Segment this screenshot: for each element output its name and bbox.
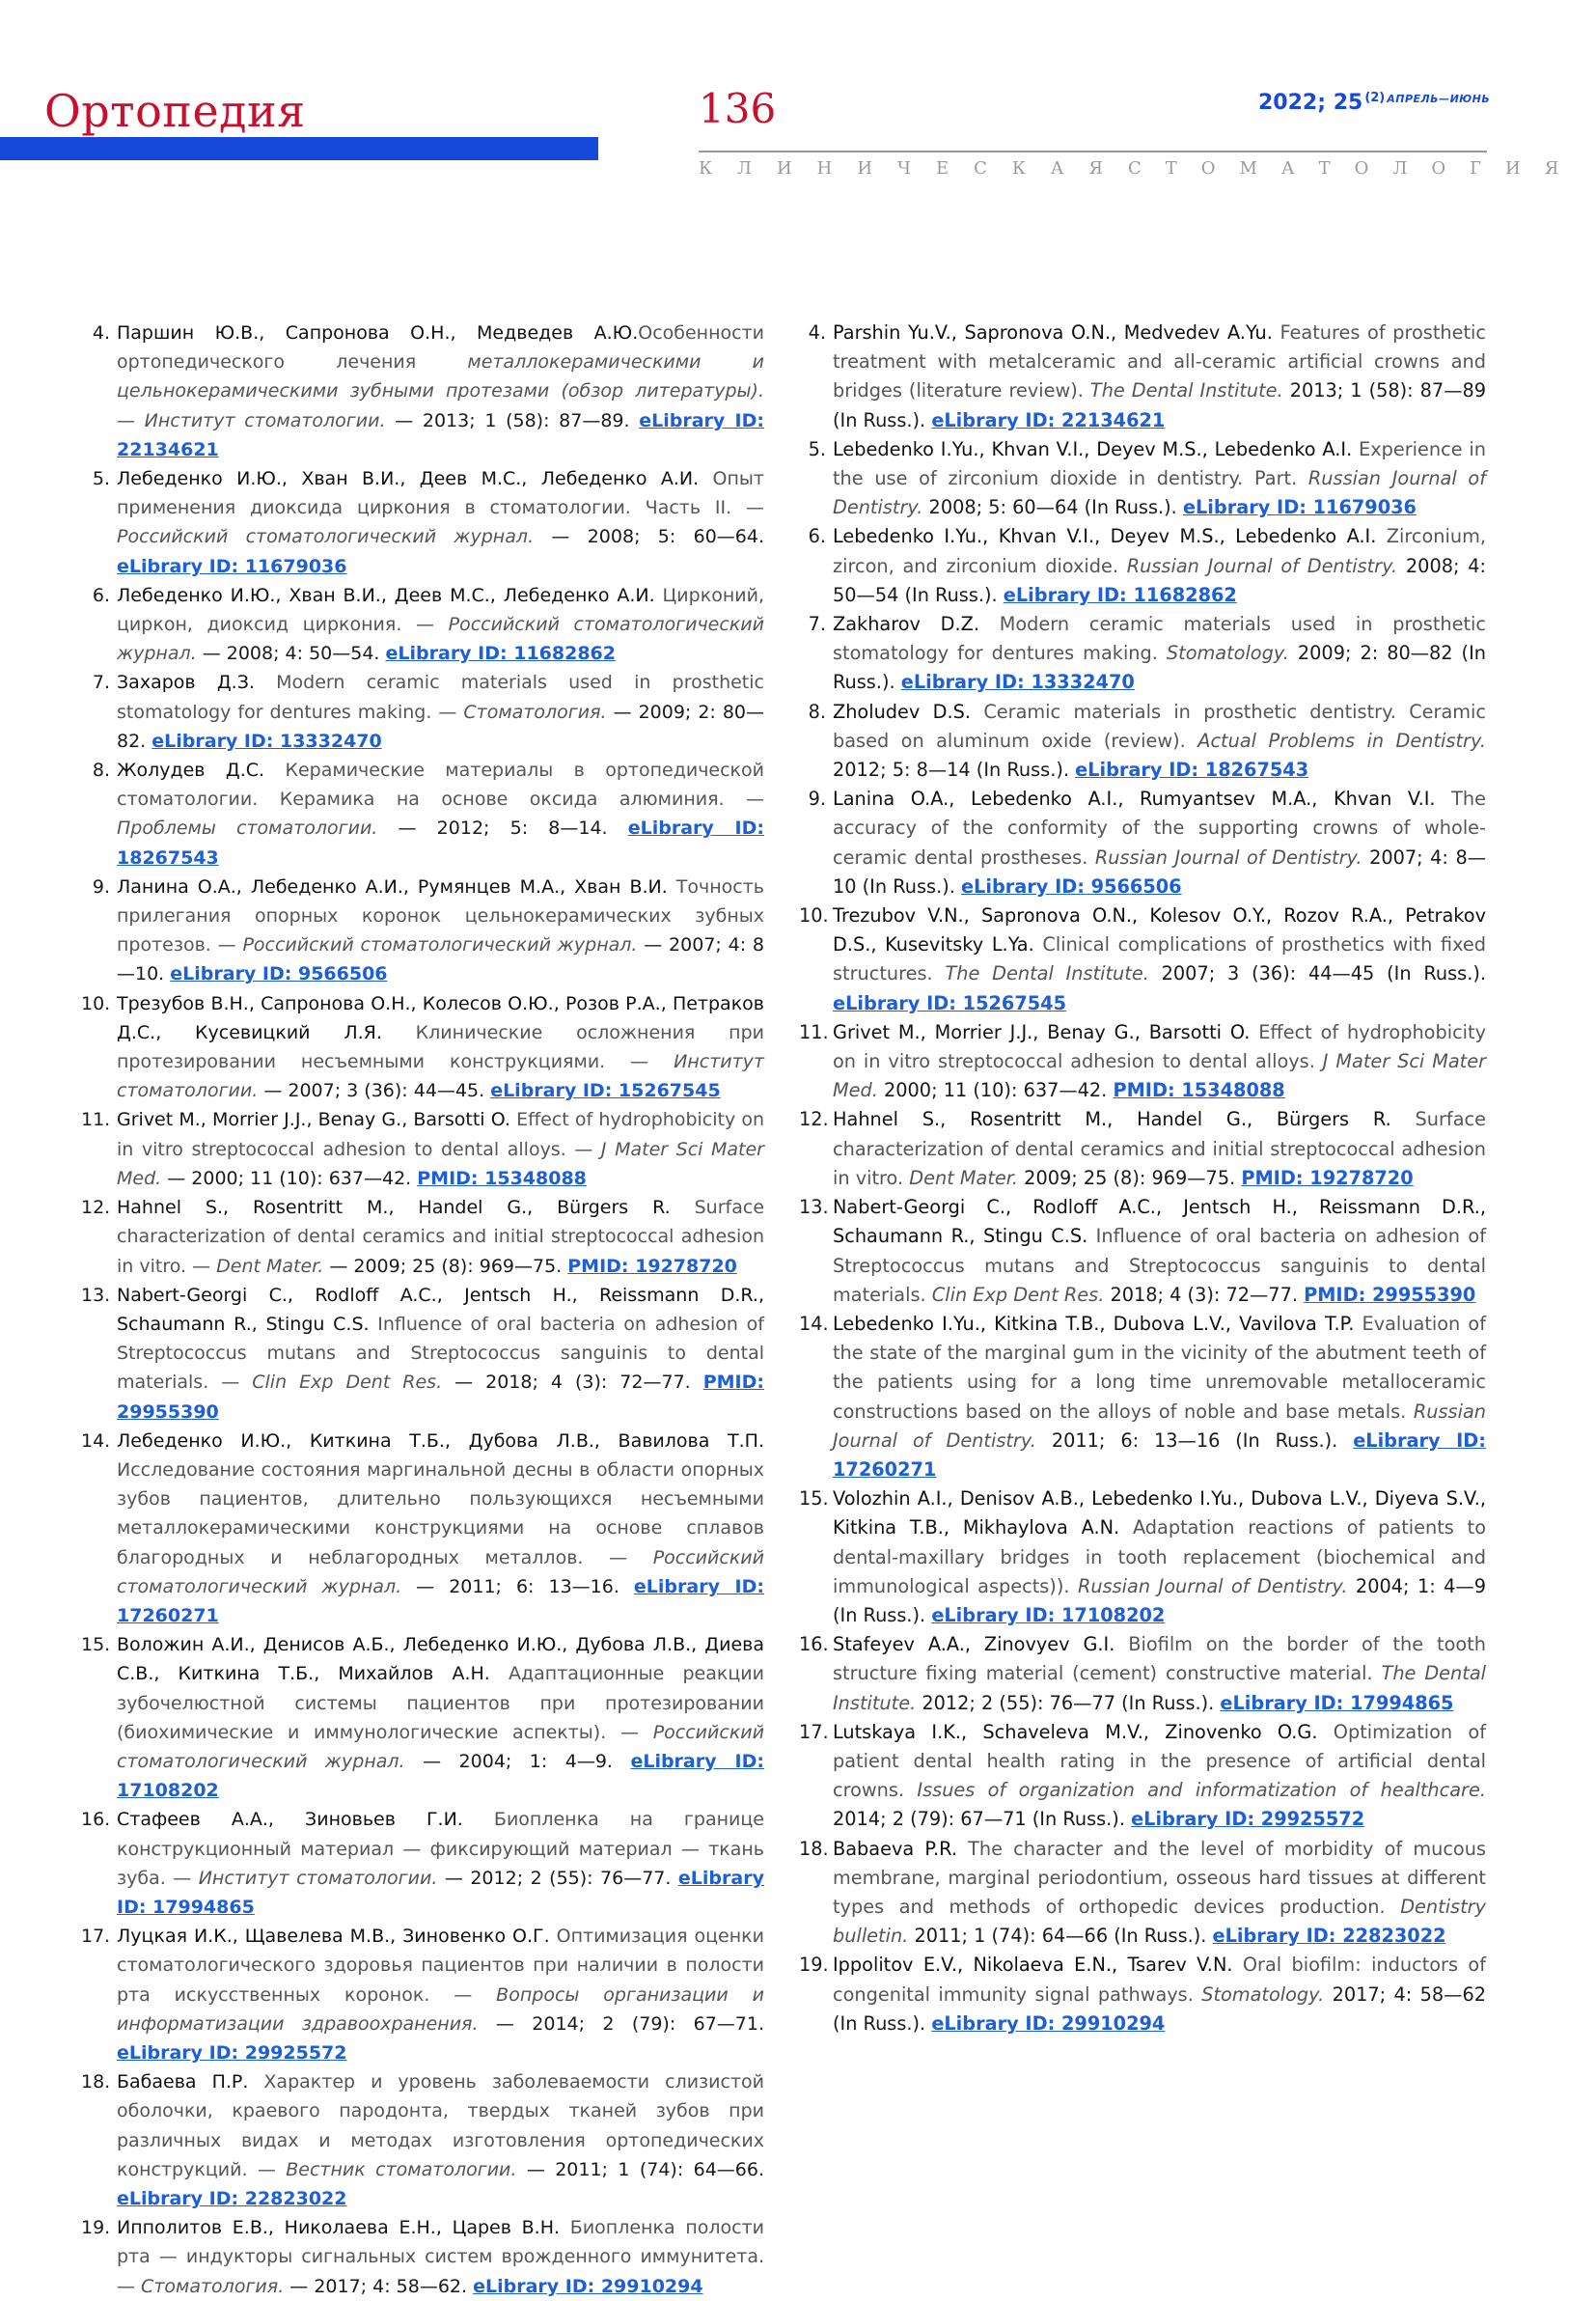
reference-authors: Воложин А.И., Денисов А.Б., Лебеденко И.Ю., Дубова Л.В., Диева С.В., Киткина Т.Б., Михайлов А.Н. [117, 1634, 764, 1685]
journal-name-word-1: КЛИНИЧЕСКАЯ [699, 158, 1128, 179]
reference-item [805, 785, 1486, 901]
reference-number: 9. [92, 875, 110, 898]
reference-number: 15. [799, 1487, 829, 1511]
reference-details: 2017; 4: 58—62 (In Russ.). [833, 1982, 1486, 2035]
reference-details: — 2004; 1: 4—9. [404, 1750, 631, 1772]
reference-item [799, 1718, 1486, 1835]
reference-number: 6. [92, 584, 110, 606]
reference-number: 17. [799, 1720, 829, 1743]
reference-journal: Clin Exp Dent Res. [252, 1372, 443, 1394]
reference-title: Исследование состояния маргинальной десны в области опорных зубов пациентов, длительно пользующихся несъемными металлокерамическими конструкциями на основе сплавов благородных и неблагородных металлов. — [117, 1458, 764, 1568]
reference-title: Точность прилегания опорных коронок цельнокерамических зубных протезов. — [117, 875, 764, 956]
reference-number: 12. [799, 1108, 829, 1131]
reference-title: Биопленка полости рта — индукторы сигнальных систем врожденного иммунитета. — [117, 2217, 764, 2297]
reference-link[interactable]: eLibrary ID: 29925572 [1131, 1808, 1365, 1831]
reference-title: Опыт применения диоксида циркония в стоматологии. Часть II. — [117, 468, 764, 519]
reference-item [81, 1105, 765, 1193]
reference-journal: Вопросы организации и информатизации здравоохранения. [117, 1983, 764, 2035]
reference-journal: Dentistry bulletin. [833, 1895, 1486, 1948]
reference-details: 2011; 1 (74): 64—66 (In Russ.). [908, 1925, 1213, 1948]
reference-title: Modern ceramic materials used in prosthetic stomatology for dentures making. [833, 613, 1486, 665]
reference-title: Biofilm on the border of the tooth structure fixing material (cement) constructive material. [833, 1633, 1486, 1685]
reference-authors: Lanina O.A., Lebedenko A.I., Rumyantsev M.A., Khvan V.I. [833, 788, 1436, 811]
reference-journal: Issues of organization and informatization of healthcare. [917, 1779, 1486, 1802]
reference-details: — 2013; 1 (58): 87—89. [385, 409, 640, 431]
reference-authors: Lutskaya I.K., Schaveleva M.V., Zinovenko O.G. [833, 1720, 1318, 1743]
reference-details: — 2011; 6: 13—16. [401, 1575, 634, 1597]
reference-details: 2008; 4: 50—54 (In Russ.). [833, 554, 1486, 606]
reference-journal: Российский стоматологический журнал. [117, 1546, 764, 1597]
reference-details: — 2011; 1 (74): 64—66. [516, 2158, 764, 2180]
reference-details: — 2008; 5: 60—64. [534, 526, 765, 548]
reference-item [799, 901, 1486, 1018]
reference-link[interactable]: eLibrary ID: 22823022 [1212, 1925, 1446, 1948]
reference-number: 8. [808, 700, 826, 723]
section-color-bar [0, 137, 598, 160]
references-russian [81, 319, 765, 2301]
reference-journal: Dent Mater. [909, 1166, 1019, 1189]
reference-title: Surface characterization of dental ceramics and initial streptococcal adhesion in vitro. [833, 1108, 1486, 1189]
reference-authors: Lebedenko I.Yu., Khvan V.I., Deyev M.S., Lebedenko A.I. [833, 525, 1377, 548]
reference-item [81, 2067, 764, 2213]
reference-number: 4. [92, 322, 110, 344]
reference-link[interactable]: eLibrary ID: 11679036 [117, 555, 347, 577]
reference-number: 10. [799, 904, 829, 928]
reference-item [81, 1922, 764, 2067]
reference-journal: Russian Journal of Dentistry. [1077, 1574, 1348, 1597]
reference-item [799, 1630, 1487, 1718]
reference-details: — 2000; 11 (10): 637—42. [161, 1167, 418, 1189]
reference-details: 2008; 5: 60—64 (In Russ.). [922, 496, 1183, 519]
reference-title: Адаптационные реакции зубочелюстной системы пациентов при протезировании (биохимические и иммунологические аспекты). — [117, 1663, 764, 1743]
reference-details: 2007; 4: 8—10 (In Russ.). [833, 846, 1486, 898]
reference-title: Features of prosthetic treatment with metalceramic and all-ceramic artificial crowns and bridges (literature review). [833, 321, 1486, 402]
reference-title: Modern ceramic materials used in prosthetic stomatology for dentures making. — [117, 672, 764, 723]
reference-authors: Babaeva P.R. [833, 1837, 957, 1860]
reference-journal: Проблемы стоматологии. [117, 818, 378, 840]
reference-item [81, 1630, 764, 1805]
reference-number: 7. [808, 613, 826, 636]
reference-title: Особенности ортопедического лечения [117, 322, 764, 374]
reference-title: The character and the level of morbidity of mucous membrane, marginal periodontium, osseous hard tissues at different types and methods of orthopedic devices production. [833, 1837, 1486, 1918]
page-number: 136 [699, 85, 777, 132]
reference-journal: Российский стоматологический журнал. [242, 934, 638, 956]
reference-link[interactable]: eLibrary ID: 17994865 [1220, 1691, 1454, 1714]
reference-number: 18. [81, 2071, 111, 2093]
reference-link[interactable]: eLibrary ID: 17108202 [117, 1750, 764, 1802]
reference-number: 6. [808, 525, 826, 548]
reference-item [87, 756, 764, 873]
reference-number: 16. [799, 1633, 829, 1656]
reference-link[interactable]: PMID: 29955390 [117, 1372, 764, 1423]
reference-link[interactable]: eLibrary ID: 9566506 [960, 874, 1182, 898]
reference-title: Optimization of patient dental health rating in the presence of artificial dental crowns. [833, 1720, 1486, 1802]
reference-title: Керамические материалы в ортопедической стоматологии. Керамика на основе оксида алюминия. — [117, 760, 765, 811]
reference-title: Цирконий, циркон, диоксид циркония. — [117, 584, 764, 636]
reference-journal: Российский стоматологический журнал. [117, 614, 764, 665]
reference-authors: Стафеев А.А., Зиновьев Г.И. [117, 1809, 463, 1831]
reference-link[interactable]: eLibrary ID: 22134621 [117, 409, 764, 460]
reference-details: — 2017; 4: 58—62. [284, 2275, 474, 2297]
reference-item [799, 1484, 1486, 1630]
reference-number: 18. [799, 1837, 829, 1860]
reference-details: 2000; 11 (10): 637—42. [877, 1079, 1114, 1102]
reference-authors: Parshin Yu.V., Sapronova O.N., Medvedev A.Yu. [833, 321, 1273, 344]
reference-details: — 2007; 3 (36): 44—45. [258, 1080, 491, 1102]
reference-title: Ceramic materials in prosthetic dentistry. Ceramic based on aluminum oxide (review). [833, 700, 1487, 752]
reference-authors: Бабаева П.Р. [117, 2071, 249, 2093]
reference-item [805, 610, 1486, 698]
header-rule [699, 151, 1487, 152]
reference-number: 19. [81, 2217, 111, 2239]
reference-journal: J Mater Sci Mater Med. [833, 1050, 1486, 1102]
reference-title: Клинические осложнения при протезировании несъемными конструкциями. — [117, 1021, 764, 1073]
reference-details: — 2012; 2 (55): 76—77. [437, 1867, 678, 1889]
reference-link[interactable]: PMID: 15348088 [1113, 1079, 1285, 1102]
reference-details: — 2014; 2 (79): 67—71. [478, 2012, 764, 2035]
reference-details: 2012; 5: 8—14 (In Russ.). [833, 759, 1076, 782]
reference-title: Surface characterization of dental ceramics and initial streptococcal adhesion in vitro. — [117, 1197, 765, 1277]
reference-title: Оптимизация оценки стоматологического здоровья пациентов при наличии в полости рта искусственных коронок. — [117, 1926, 764, 2006]
reference-item [805, 435, 1486, 523]
reference-journal: J Mater Sci Mater Med. [117, 1138, 764, 1189]
reference-number: 13. [799, 1196, 829, 1219]
reference-authors: Захаров Д.З. [117, 672, 255, 694]
reference-authors: Трезубов В.Н., Сапронова О.Н., Колесов О.Ю., Розов Р.А., Петраков Д.С., Кусевицкий Л.Я. [117, 992, 764, 1043]
reference-authors: Паршин Ю.В., Сапронова О.Н., Медведев А.Ю. [117, 322, 639, 344]
reference-journal: Стоматология. [463, 701, 607, 723]
reference-number: 13. [81, 1284, 111, 1306]
reference-item [81, 1281, 764, 1427]
issue-year: 2022; 25 [1258, 91, 1363, 115]
reference-authors: Лебеденко И.Ю., Хван В.И., Деев М.С., Лебеденко А.И. [117, 468, 700, 490]
reference-item [87, 464, 764, 581]
reference-link[interactable]: eLibrary ID: 22134621 [931, 408, 1166, 431]
reference-journal: Russian Journal of Dentistry. [1126, 554, 1398, 577]
reference-title: Характер и уровень заболеваемости слизистой оболочки, краевого пародонта, твердых тканей зубов при различных видах и методах изготовления ортопедических конструкций. — [117, 2071, 764, 2180]
reference-authors: Жолудев Д.С. [117, 760, 265, 782]
reference-number: 7. [92, 672, 110, 694]
reference-authors: Лебеденко И.Ю., Киткина Т.Б., Дубова Л.В., Вавилова Т.П. [117, 1429, 764, 1452]
reference-item [87, 873, 764, 989]
reference-link[interactable]: eLibrary ID: 18267543 [117, 818, 764, 869]
reference-authors: Hahnel S., Rosentritt M., Handel G., Bürgers R. [833, 1108, 1391, 1131]
reference-link[interactable]: PMID: 15348088 [417, 1167, 587, 1189]
reference-journal: The Dental Institute. [833, 1662, 1487, 1714]
reference-authors: Луцкая И.К., Щавелева М.В., Зиновенко О.Г. [117, 1926, 550, 1948]
reference-authors: Trezubov V.N., Sapronova O.N., Kolesov O.Y., Rozov R.A., Petrakov D.S., Kusevitsky L.Ya. [833, 904, 1486, 956]
reference-title: Influence of oral bacteria on adhesion of Streptococcus mutans and Streptococcus sanguinis to dental materials. — [117, 1313, 764, 1394]
reference-link[interactable]: eLibrary ID: 11682862 [1003, 583, 1237, 606]
reference-item [799, 1018, 1486, 1106]
reference-number: 10. [81, 992, 111, 1014]
reference-link[interactable]: PMID: 19278720 [567, 1255, 737, 1277]
reference-authors: Stafeyev A.A., Zinovyev G.I. [833, 1633, 1115, 1656]
reference-journal: Stomatology. [1166, 642, 1289, 665]
reference-number: 12. [81, 1197, 111, 1219]
reference-link[interactable]: eLibrary ID: 11679036 [1182, 496, 1417, 519]
reference-authors: Grivet M., Morrier J.J., Benay G., Barsotti O. [117, 1109, 510, 1131]
reference-details: — 2009; 25 (8): 969—75. [323, 1255, 568, 1277]
reference-details: 2018; 4 (3): 72—77. [1104, 1283, 1305, 1306]
reference-details: 2012; 2 (55): 76—77 (In Russ.). [916, 1691, 1221, 1714]
reference-details: — 2007; 4: 8—10. [117, 934, 764, 985]
reference-number: 4. [808, 321, 826, 344]
reference-item [805, 319, 1486, 435]
reference-authors: Volozhin A.I., Denisov A.B., Lebedenko I.Yu., Dubova L.V., Diyeva S.V., Kitkina T.B., Mikhaylova A.N. [833, 1487, 1486, 1539]
reference-item [81, 1193, 765, 1281]
reference-number: 14. [81, 1429, 111, 1452]
reference-title: Influence of oral bacteria on adhesion of Streptococcus mutans and Streptococcus sanguinis to dental materials. [833, 1225, 1486, 1306]
reference-item [799, 1193, 1486, 1310]
reference-authors: Hahnel S., Rosentritt M., Handel G., Bürgers R. [117, 1197, 671, 1219]
reference-link[interactable]: eLibrary ID: 17994865 [117, 1867, 764, 1918]
reference-number: 14. [799, 1312, 829, 1335]
reference-details: — 2008; 4: 50—54. [196, 643, 386, 665]
reference-number: 9. [808, 788, 826, 811]
reference-authors: Zakharov D.Z. [833, 613, 979, 636]
reference-title: Adaptation reactions of patients to dental-maxillary bridges in tooth replacement (biochemical and immunological aspects)). [833, 1516, 1486, 1597]
reference-item [805, 698, 1486, 786]
reference-number: 15. [81, 1634, 111, 1656]
section-title: Ортопедия [44, 85, 306, 137]
reference-item [87, 581, 764, 669]
reference-link[interactable]: eLibrary ID: 15267545 [490, 1080, 721, 1102]
reference-number: 11. [799, 1020, 829, 1043]
reference-details: — 2018; 4 (3): 72—77. [442, 1372, 703, 1394]
reference-journal: Вестник стоматологии. [286, 2158, 517, 2180]
reference-link[interactable]: eLibrary ID: 17260271 [117, 1575, 764, 1626]
reference-number: 5. [808, 437, 826, 460]
reference-journal: Actual Problems in Dentistry. [1197, 729, 1486, 752]
reference-journal: Стоматология. [141, 2275, 285, 2297]
reference-details: 2007; 3 (36): 44—45 (In Russ.). [1148, 962, 1486, 985]
reference-link[interactable]: eLibrary ID: 9566506 [170, 963, 388, 985]
reference-title: Effect of hydrophobicity on in vitro streptococcal adhesion to dental alloys. [833, 1020, 1486, 1073]
reference-item [81, 989, 764, 1106]
reference-title: Evaluation of the state of the marginal gum in the vicinity of the abutment teeth of the patients using for a long time unremovable metalloceramic constructions based on the alloys of noble and base metals. [833, 1312, 1486, 1423]
reference-journal: Clin Exp Dent Res. [931, 1283, 1105, 1306]
reference-item [799, 1951, 1486, 2038]
reference-link[interactable]: eLibrary ID: 29910294 [931, 2011, 1166, 2035]
reference-item [87, 668, 764, 756]
reference-journal: металлокерамическими и цельнокерамическими зубными протезами (обзор литературы). — Институт стоматологии. [117, 351, 764, 431]
reference-link[interactable]: eLibrary ID: 29910294 [473, 2275, 703, 2297]
reference-authors: Лебеденко И.Ю., Хван В.И., Деев М.С., Лебеденко А.И. [117, 584, 655, 606]
reference-journal: Российский стоматологический журнал. [117, 1721, 764, 1772]
reference-details: — 2009; 2: 80—82. [117, 701, 764, 752]
reference-title: Experience in the use of zirconium dioxide in dentistry. Part. [833, 437, 1486, 490]
reference-item [799, 1310, 1486, 1484]
reference-journal: Russian Journal of Dentistry. [1094, 846, 1362, 869]
reference-link[interactable]: eLibrary ID: 11682862 [385, 643, 616, 665]
reference-journal: Dent Mater. [216, 1255, 324, 1277]
reference-authors: Nabert-Georgi C., Rodloff A.C., Jentsch H., Reissmann D.R., Schaumann R., Stingu C.S. [117, 1284, 764, 1335]
reference-authors: Ипполитов Е.В., Николаева Е.Н., Царев В.Н. [117, 2217, 561, 2239]
reference-journal: The Dental Institute. [945, 962, 1149, 985]
reference-link[interactable]: eLibrary ID: 17108202 [931, 1603, 1166, 1626]
reference-item [87, 319, 764, 464]
reference-link[interactable]: eLibrary ID: 13332470 [151, 730, 382, 752]
reference-title: Oral biofilm: inductors of congenital immunity signal pathways. [833, 1954, 1486, 2006]
reference-details: 2014; 2 (79): 67—71 (In Russ.). [833, 1808, 1132, 1831]
reference-number: 11. [81, 1109, 111, 1131]
reference-details: — 2012; 5: 8—14. [377, 818, 628, 840]
reference-title: The accuracy of the conformity of the supporting crowns of whole-ceramic dental prostheses. [833, 788, 1486, 869]
reference-item [81, 1427, 764, 1630]
reference-link[interactable]: eLibrary ID: 13332470 [900, 671, 1135, 694]
reference-title: Zirconium, zircon, and zirconium dioxide. [833, 525, 1486, 577]
reference-journal: Russian Journal of Dentistry. [833, 467, 1487, 519]
reference-authors: Lebedenko I.Yu., Khvan V.I., Deyev M.S., Lebedenko A.I. [833, 437, 1353, 460]
reference-link[interactable]: eLibrary ID: 29925572 [117, 2041, 347, 2064]
reference-link[interactable]: eLibrary ID: 18267543 [1075, 759, 1309, 782]
journal-name [699, 158, 1583, 179]
reference-journal: Russian Journal of Dentistry. [833, 1400, 1486, 1452]
reference-item [799, 1105, 1486, 1193]
reference-link[interactable]: PMID: 19278720 [1241, 1166, 1414, 1189]
reference-authors: Ланина О.А., Лебеденко А.И., Румянцев М.А., Хван В.И. [117, 875, 668, 898]
issue-months: АПРЕЛЬ—ИЮНЬ [1387, 93, 1491, 105]
reference-link[interactable]: eLibrary ID: 22823022 [117, 2188, 347, 2209]
reference-authors: Grivet M., Morrier J.J., Benay G., Barsotti O. [833, 1020, 1251, 1043]
reference-journal: The Dental Institute. [1089, 379, 1283, 402]
reference-number: 16. [81, 1809, 111, 1831]
reference-item [799, 1835, 1486, 1952]
reference-link[interactable]: eLibrary ID: 17260271 [833, 1428, 1486, 1481]
reference-link[interactable]: PMID: 29955390 [1304, 1283, 1476, 1306]
reference-authors: Ippolitov E.V., Nikolaeva E.N., Tsarev V.N. [833, 1954, 1233, 1977]
reference-title: Clinical complications of prosthetics with fixed structures. [833, 933, 1486, 985]
reference-title: Effect of hydrophobicity on in vitro streptococcal adhesion to dental alloys. — [117, 1109, 765, 1160]
reference-journal: Российский стоматологический журнал. [117, 526, 535, 548]
reference-number: 5. [92, 468, 110, 490]
reference-details: 2009; 2: 80—82 (In Russ.). [833, 642, 1486, 694]
reference-details: 2013; 1 (58): 87—89 (In Russ.). [833, 379, 1487, 431]
reference-number: 19. [799, 1954, 829, 1977]
reference-journal: Институт стоматологии. [117, 1051, 764, 1102]
reference-authors: Lebedenko I.Yu., Kitkina T.B., Dubova L.V., Vavilova T.P. [833, 1312, 1355, 1335]
reference-details: 2011; 6: 13—16 (In Russ.). [1035, 1428, 1354, 1452]
reference-link[interactable]: eLibrary ID: 15267545 [833, 991, 1067, 1014]
journal-name-word-2: СТОМАТОЛОГИЯ [1127, 158, 1583, 179]
reference-journal: Stomatology. [1201, 1982, 1325, 2006]
reference-details: 2009; 25 (8): 969—75. [1018, 1166, 1242, 1189]
issue-info [1258, 91, 1490, 115]
reference-journal: Институт стоматологии. [198, 1867, 438, 1889]
reference-details: 2004; 1: 4—9 (In Russ.). [833, 1574, 1486, 1626]
reference-title: Биопленка на границе конструкционный материал — фиксирующий материал — ткань зуба. — [117, 1809, 764, 1889]
reference-item [81, 1805, 764, 1922]
reference-number: 8. [92, 760, 110, 782]
reference-number: 17. [81, 1926, 111, 1948]
reference-item [805, 522, 1486, 610]
issue-number: (2) [1364, 91, 1386, 105]
reference-authors: Zholudev D.S. [833, 700, 971, 723]
reference-authors: Nabert-Georgi C., Rodloff A.C., Jentsch H., Reissmann D.R., Schaumann R., Stingu C.S. [833, 1196, 1486, 1248]
references-english [799, 319, 1487, 2038]
